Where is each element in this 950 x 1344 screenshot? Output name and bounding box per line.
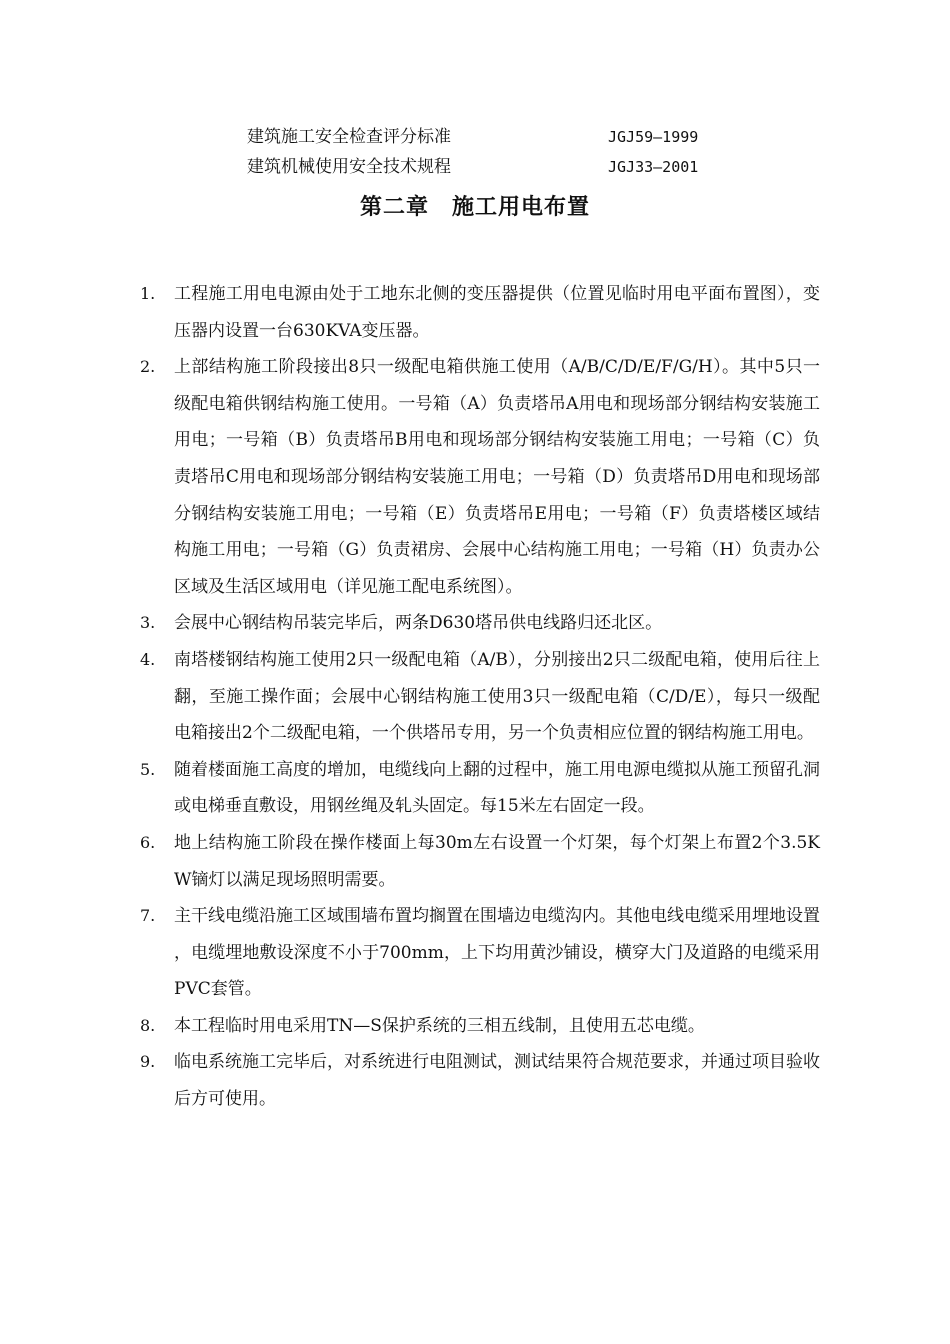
- item-text: 南塔楼钢结构施工使用2只一级配电箱（A/B），分别接出2只二级配电箱，使用后往上翻，至施工操作面；会展中心钢结构施工使用3只一级配电箱（C/D/E），每只一级配电箱接出2个二级配电箱，一个供塔吊专用，另一个负责相应位置的钢结构施工用电。: [174, 649, 820, 744]
- standard-name: 建筑机械使用安全技术规程: [247, 157, 451, 177]
- numbered-list: [140, 276, 820, 1118]
- item-number: 8.: [140, 1015, 156, 1035]
- standard-code: JGJ33—2001: [608, 158, 699, 176]
- item-text: 临电系统施工完毕后，对系统进行电阻测试，测试结果符合规范要求，并通过项目验收后方可使用。: [174, 1052, 820, 1110]
- item-text: 会展中心钢结构吊装完毕后，两条D630塔吊供电线路归还北区。: [174, 613, 663, 634]
- item-number: 5.: [140, 759, 156, 779]
- standard-name: 建筑施工安全检查评分标准: [247, 127, 451, 147]
- item-text: 地上结构施工阶段在操作楼面上每30m左右设置一个灯架，每个灯架上布置2个3.5KW镝灯以满足现场照明需要。: [174, 832, 820, 890]
- list-item: [140, 642, 820, 752]
- item-number: 4.: [140, 649, 156, 669]
- item-text: 上部结构施工阶段接出8只一级配电箱供施工使用（A/B/C/D/E/F/G/H）。其中5只一级配电箱供钢结构施工使用。一号箱（A）负责塔吊A用电和现场部分钢结构安装施工用电；一号箱（B）负责塔吊B用电和现场部分钢结构安装施工用电；一号箱（C）负责塔吊C用电和现场部分钢结构安装施工用电；一号箱（D）负责塔吊D用电和现场部分钢结构安装施工用电；一号箱（E）负责塔吊E用电；一号箱（F）负责塔楼区域结构施工用电；一号箱（G）负责裙房、会展中心结构施工用电；一号箱（H）负责办公区域及生活区域用电（详见施工配电系统图）。: [174, 357, 820, 597]
- chapter-title: 第二章 施工用电布置: [359, 195, 590, 220]
- item-number: 6.: [140, 832, 156, 852]
- item-number: 9.: [140, 1052, 156, 1072]
- item-number: 1.: [140, 284, 156, 303]
- list-item: [140, 349, 820, 605]
- list-item: [140, 1044, 820, 1117]
- item-number: 2.: [140, 357, 156, 377]
- item-text: 工程施工用电电源由处于工地东北侧的变压器提供（位置见临时用电平面布置图），变压器内设置一台630KVA变压器。: [174, 284, 820, 341]
- item-text: 随着楼面施工高度的增加，电缆线向上翻的过程中，施工用电源电缆拟从施工预留孔洞或电梯垂直敷设，用钢丝绳及轧头固定。每15米左右固定一段。: [174, 759, 820, 817]
- list-item: [140, 276, 820, 349]
- standard-code: JGJ59—1999: [608, 128, 699, 146]
- standards-list: [247, 122, 767, 182]
- standard-row: [247, 152, 767, 182]
- list-item: [140, 1008, 820, 1045]
- list-item: [140, 825, 820, 898]
- item-text: 主干线电缆沿施工区域围墙布置均搁置在围墙边电缆沟内。其他电线电缆采用埋地设置，电缆埋地敷设深度不小于700mm，上下均用黄沙铺设，横穿大门及道路的电缆采用PVC套管。: [174, 906, 820, 1000]
- item-number: 7.: [140, 906, 156, 926]
- list-item: [140, 752, 820, 825]
- item-number: 3.: [140, 613, 156, 633]
- list-item: [140, 898, 820, 1008]
- item-text: 本工程临时用电采用TN—S保护系统的三相五线制，且使用五芯电缆。: [174, 1015, 705, 1036]
- standard-row: [247, 122, 767, 152]
- list-item: [140, 605, 820, 642]
